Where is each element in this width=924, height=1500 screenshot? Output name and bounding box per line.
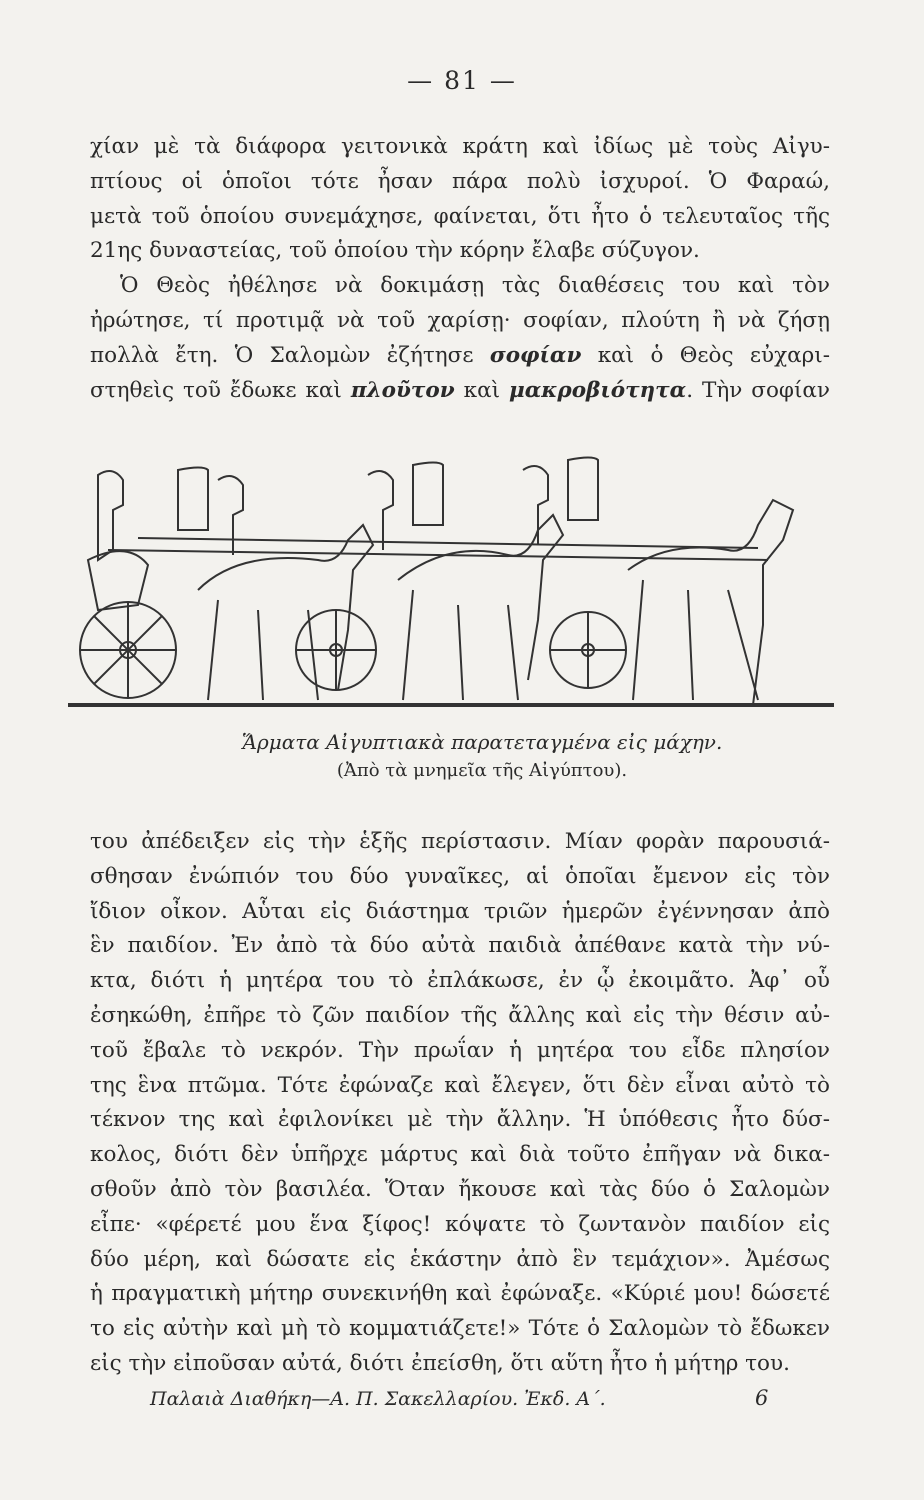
paragraph-bottom xyxy=(90,825,830,1382)
page-number: — 81 — xyxy=(407,66,517,95)
text-line: ἐσηκώθη, ἐπῆρε τὸ ζῶν παιδίον τῆς ἄλλης καὶ εἰς τὴν θέσιν αὐ- xyxy=(90,1002,830,1028)
text-line: ἠρώτησε, τί προτιμᾷ νὰ τοῦ χαρίσῃ· σοφίαν, πλούτη ἢ νὰ ζήσῃ xyxy=(90,307,830,333)
text-line: της ἓνα πτῶμα. Τότε ἐφώναζε καὶ ἔλεγεν, ὅτι δὲν εἶναι αὐτὸ τὸ xyxy=(90,1072,830,1098)
emphasis-makrobiotita: μακροβιότητα xyxy=(509,377,687,403)
text-line: κολος, διότι δὲν ὑπῆρχε μάρτυς καὶ διὰ τοῦτο ἐπῆγαν νὰ δικα- xyxy=(90,1142,830,1168)
text-line: ἡ πραγματικὴ μήτηρ συνεκινήθη καὶ ἐφώναξε. «Κύριέ μου! δώσετέ xyxy=(90,1281,830,1307)
chariot-wheel xyxy=(550,612,626,688)
text-line: Ὁ Θεὸς ἠθέλησε νὰ δοκιμάσῃ τὰς διαθέσεις του καὶ τὸν xyxy=(120,273,830,299)
text-line: ἴδιον οἶκον. Αὗται εἰς διάστημα τριῶν ἡμερῶν ἐγέννησαν ἀπὸ xyxy=(90,898,830,924)
text-line-8 xyxy=(90,374,830,409)
text-line: ἓν παιδίον. Ἐν ἀπὸ τὰ δύο αὐτὰ παιδιὰ ἀπέθανε κατὰ τὴν νύ- xyxy=(90,933,830,959)
emphasis-plouton: πλοῦτον xyxy=(350,377,455,403)
chariot-wheel xyxy=(80,602,176,698)
signature-mark: 6 xyxy=(755,1386,769,1410)
text-line: εἰς τὴν εἰποῦσαν αὐτά, διότι ἐπείσθη, ὅτι αὕτη ἦτο ἡ μήτηρ του. xyxy=(90,1350,790,1376)
egyptian-chariots-relief-icon xyxy=(68,440,834,720)
text-line: 21ης δυναστείας, τοῦ ὁποίου τὴν κόρην ἔλαβε σύζυγον. xyxy=(90,238,700,264)
charioteer-figure xyxy=(88,471,148,610)
text-line: του ἀπέδειξεν εἰς τὴν ἑξῆς περίστασιν. Μίαν φορὰν παρουσιά- xyxy=(90,829,830,854)
text-line: δύο μέρη, καὶ δώσατε εἰς ἑκάστην ἀπὸ ἓν τεμάχιον». Ἀμέσως xyxy=(90,1246,830,1272)
text-run: πολλὰ ἔτη. Ὁ Σαλομὼν ἐζήτησε xyxy=(90,342,490,368)
text-line: τέκνον της καὶ ἐφιλονίκει μὲ τὴν ἄλλην. Ἡ ὑπόθεσις ἦτο δύσ- xyxy=(90,1107,830,1133)
text-line: κτα, διότι ἡ μητέρα του τὸ ἐπλάκωσε, ἐν ᾧ ἐκοιμᾶτο. Ἀφ᾽ οὗ xyxy=(90,968,830,994)
reins-line xyxy=(138,538,758,548)
text-line: εἶπε· «φέρετέ μου ἕνα ξίφος! κόψατε τὸ ζωντανὸν παιδίον εἰς xyxy=(90,1211,830,1237)
figure-source: (Ἀπὸ τὰ μνημεῖα τῆς Αἰγύπτου). xyxy=(336,760,628,781)
text-run: . Τὴν σοφίαν xyxy=(686,377,830,403)
page-footer xyxy=(150,1388,790,1410)
emphasis-sofia: σοφίαν xyxy=(489,342,582,368)
text-run: καὶ ὁ Θεὸς εὐχαρι- xyxy=(581,342,830,368)
text-line: χίαν μὲ τὰ διάφορα γειτονικὰ κράτη καὶ ἰδίως μὲ τοὺς Αἰγυ- xyxy=(90,134,830,159)
text-line: σθοῦν ἀπὸ τὸν βασιλέα. Ὅταν ἤκουσε καὶ τὰς δύο ὁ Σαλομὼν xyxy=(90,1176,830,1202)
charioteer-figure xyxy=(178,468,243,556)
chariot-wheel xyxy=(296,610,376,690)
horse-figure xyxy=(628,500,793,705)
text-line: το εἰς αὐτὴν καὶ μὴ τὸ κομματιάζετε!» Τότε ὁ Σαλομὼν τὸ ἔδωκεν xyxy=(90,1316,830,1342)
text-line: πτίους οἱ ὁποῖοι τότε ἦσαν πάρα πολὺ ἰσχυροί. Ὁ Φαραώ, xyxy=(90,168,830,194)
text-line-7 xyxy=(90,339,830,374)
charioteer-figure xyxy=(368,463,443,551)
footer-text: Παλαιὰ Διαθήκη—Α. Π. Σακελλαρίου. Ἐκδ. Α΄. xyxy=(150,1388,606,1410)
figure-caption: Ἅρματα Αἰγυπτιακὰ παρατεταγμένα εἰς μάχην. xyxy=(241,730,723,754)
text-line: σθησαν ἐνώπιόν του δύο γυναῖκες, αἱ ὁποῖαι ἔμενον εἰς τὸν xyxy=(90,863,830,889)
paragraph-top xyxy=(90,130,830,408)
text-run: στηθεὶς τοῦ ἔδωκε καὶ xyxy=(90,377,351,403)
text-line: μετὰ τοῦ ὁποίου συνεμάχησε, φαίνεται, ὅτι ἦτο ὁ τελευταῖος τῆς xyxy=(90,203,830,229)
text-run: καὶ xyxy=(454,377,510,403)
text-line: τοῦ ἔβαλε τὸ νεκρόν. Τὴν πρωΐαν ἡ μητέρα του εἶδε πλησίον xyxy=(90,1037,830,1063)
